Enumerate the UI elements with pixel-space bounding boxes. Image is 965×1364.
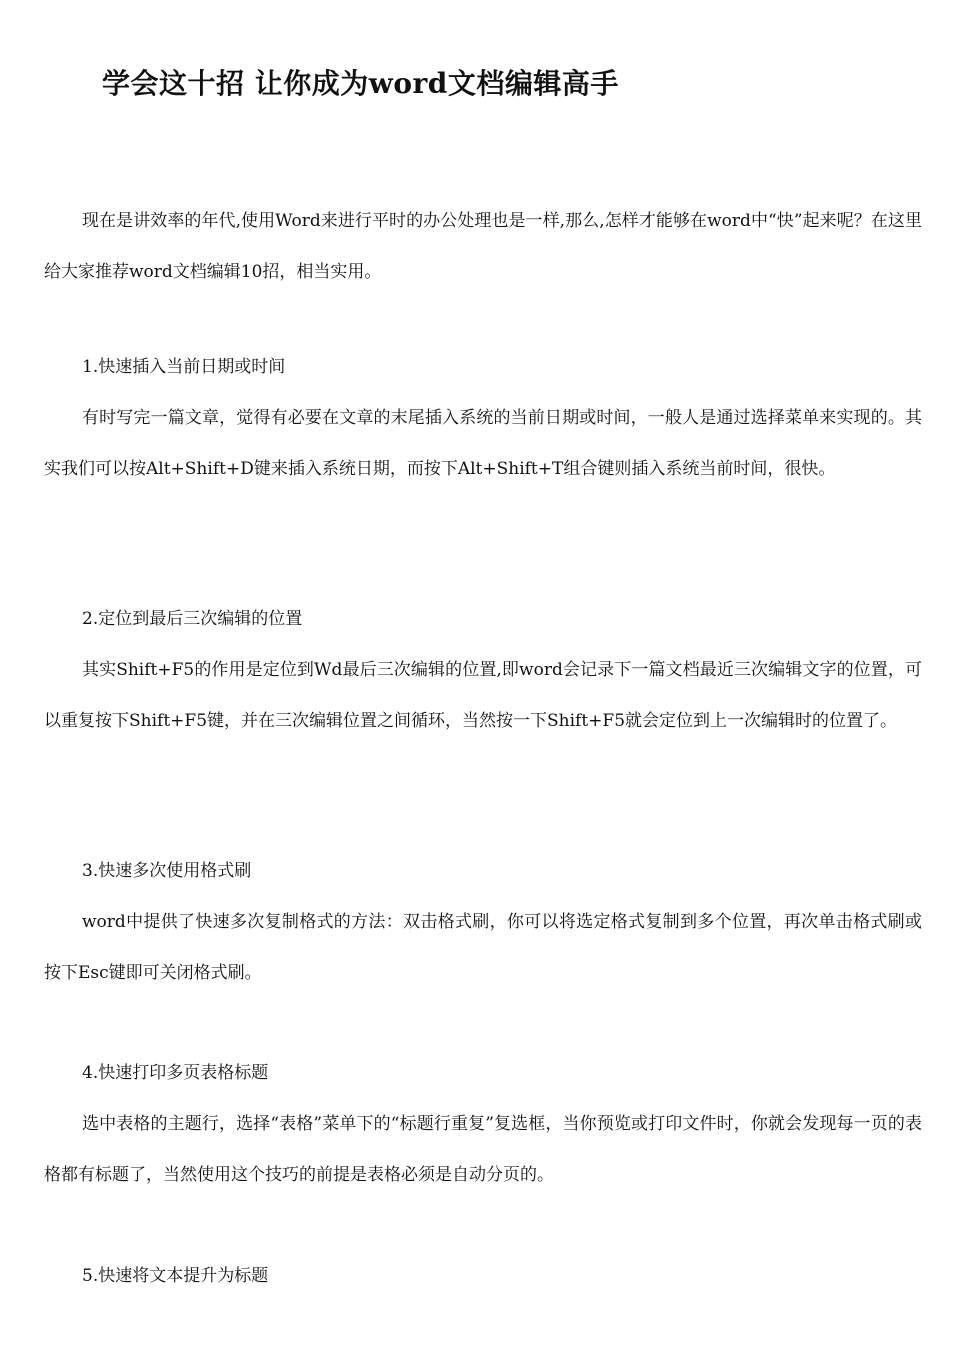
section-heading: 2.定位到最后三次编辑的位置	[82, 609, 303, 629]
section-body: 有时写完一篇文章，觉得有必要在文章的末尾插入系统的当前日期或时间，一般人是通过选择菜单来实现的。其实我们可以按Alt+Shift+D键来插入系统日期，而按下Alt+Shift+T组合键则插入系统当前时间，很快。	[44, 408, 922, 479]
section-heading: 1.快速插入当前日期或时间	[82, 357, 286, 377]
section-1	[44, 342, 922, 495]
intro-block	[44, 196, 922, 298]
section-2	[44, 594, 922, 747]
section-heading: 5.快速将文本提升为标题	[82, 1266, 269, 1286]
section-3	[44, 846, 922, 999]
intro-paragraph: 现在是讲效率的年代,使用Word来进行平时的办公处理也是一样,那么,怎样才能够在word中“快”起来呢？在这里给大家推荐word文档编辑10招，相当实用。	[44, 211, 922, 282]
section-heading: 3.快速多次使用格式刷	[82, 861, 252, 881]
section-5	[44, 1251, 922, 1302]
section-body: 其实Shift+F5的作用是定位到Wd最后三次编辑的位置,即word会记录下一篇文档最近三次编辑文字的位置，可以重复按下Shift+F5键，并在三次编辑位置之间循环，当然按一下Shift+F5就会定位到上一次编辑时的位置了。	[44, 660, 922, 731]
document-title: 学会这十招 让你成为word文档编辑高手	[102, 67, 619, 100]
section-4	[44, 1048, 922, 1201]
section-body: word中提供了快速多次复制格式的方法：双击格式刷，你可以将选定格式复制到多个位置，再次单击格式刷或按下Esc键即可关闭格式刷。	[44, 912, 922, 983]
section-body: 选中表格的主题行，选择“表格”菜单下的“标题行重复”复选框，当你预览或打印文件时，你就会发现每一页的表格都有标题了，当然使用这个技巧的前提是表格必须是自动分页的。	[44, 1114, 922, 1185]
section-heading: 4.快速打印多页表格标题	[82, 1063, 269, 1083]
